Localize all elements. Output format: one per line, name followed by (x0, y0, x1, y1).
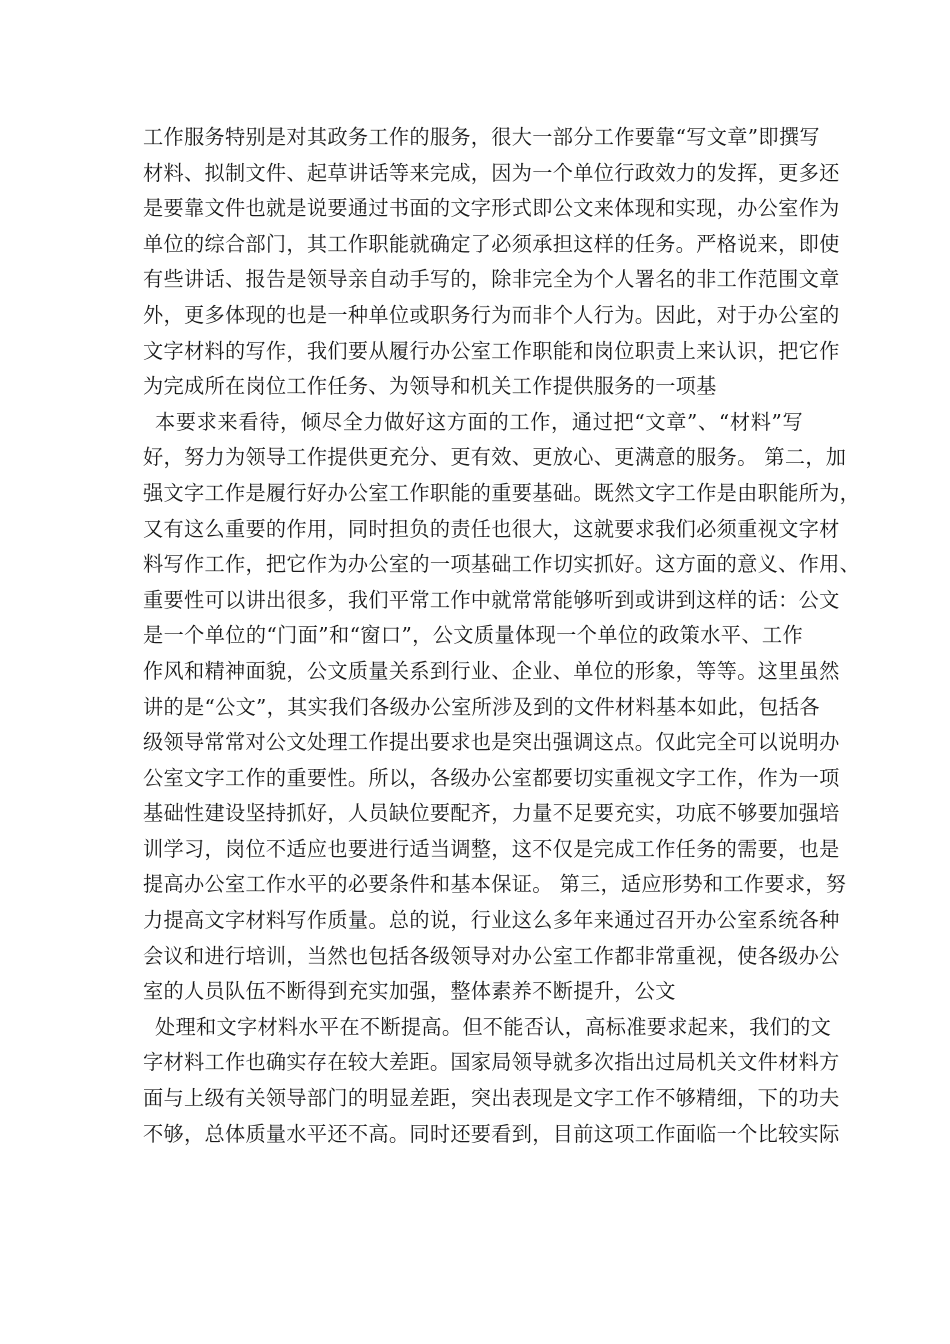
text-line: 基础性建设坚持抓好，人员缺位要配齐，力量不足要充实，功底不够要加强培 (143, 801, 840, 826)
text-line: 有些讲话、报告是领导亲自动手写的，除非完全为个人署名的非工作范围文章 (143, 267, 840, 292)
text-line: 字材料工作也确实存在较大差距。国家局领导就多次指出过局机关文件材料方 (143, 1050, 840, 1075)
paragraph-2 (143, 405, 861, 1010)
text-line: 是要靠文件也就是说要通过书面的文字形式即公文来体现和实现，办公室作为 (143, 196, 840, 221)
text-line: 单位的综合部门，其工作职能就确定了必须承担这样的任务。严格说来，即使 (143, 231, 840, 256)
text-line: 提高办公室工作水平的必要条件和基本保证。 第三，适应形势和工作要求，努 (143, 872, 847, 897)
text-line: 好，努力为领导工作提供更充分、更有效、更放心、更满意的服务。 第二，加 (143, 445, 847, 470)
text-line: 级领导常常对公文处理工作提出要求也是突出强调这点。仅此完全可以说明办 (143, 730, 840, 755)
paragraph-3 (143, 1010, 840, 1152)
text-line: 室的人员队伍不断得到充实加强，整体素养不断提升，公文 (143, 979, 676, 1004)
text-line: 工作服务特别是对其政务工作的服务，很大一部分工作要靠“写文章”即撰写 (143, 125, 820, 149)
document-body (143, 120, 861, 1152)
text-line: 处理和文字材料水平在不断提高。但不能否认，高标准要求起来，我们的文 (155, 1014, 832, 1039)
text-line: 材料、拟制文件、起草讲话等来完成，因为一个单位行政效力的发挥，更多还 (143, 160, 840, 185)
text-line: 是一个单位的“门面”和“窗口”，公文质量体现一个单位的政策水平、工作 (143, 623, 803, 648)
text-line: 会议和进行培训，当然也包括各级领导对办公室工作都非常重视，使各级办公 (143, 943, 840, 968)
text-line: 训学习，岗位不适应也要进行适当调整，这不仅是完成工作任务的需要，也是 (143, 836, 840, 861)
text-line: 外，更多体现的也是一种单位或职务行为而非个人行为。因此，对于办公室的 (143, 302, 840, 327)
text-line: 本要求来看待，倾尽全力做好这方面的工作，通过把“文章”、“材料”写 (155, 409, 803, 434)
text-line: 讲的是“公文”，其实我们各级办公室所涉及到的文件材料基本如此，包括各 (143, 694, 820, 719)
text-line: 不够，总体质量水平还不高。同时还要看到，目前这项工作面临一个比较实际 (143, 1121, 840, 1146)
text-line: 又有这么重要的作用，同时担负的责任也很大，这就要求我们必须重视文字材 (143, 516, 840, 541)
text-line: 料写作工作，把它作为办公室的一项基础工作切实抓好。这方面的意义、作用、 (143, 552, 861, 577)
paragraph-1 (143, 120, 840, 405)
text-line: 面与上级有关领导部门的明显差距，突出表现是文字工作不够精细，下的功夫 (143, 1086, 840, 1111)
text-line: 力提高文字材料写作质量。总的说，行业这么多年来通过召开办公室系统各种 (143, 908, 840, 933)
text-line: 文字材料的写作，我们要从履行办公室工作职能和岗位职责上来认识，把它作 (143, 338, 840, 363)
text-line: 重要性可以讲出很多，我们平常工作中就常常能够听到或讲到这样的话：公文 (143, 587, 840, 612)
text-line: 公室文字工作的重要性。所以，各级办公室都要切实重视文字工作，作为一项 (143, 765, 840, 790)
text-line: 强文字工作是履行好办公室工作职能的重要基础。既然文字工作是由职能所为， (143, 480, 861, 505)
text-line: 作风和精神面貌，公文质量关系到行业、企业、单位的形象，等等。这里虽然 (143, 658, 840, 683)
text-line: 为完成所在岗位工作任务、为领导和机关工作提供服务的一项基 (143, 374, 717, 399)
